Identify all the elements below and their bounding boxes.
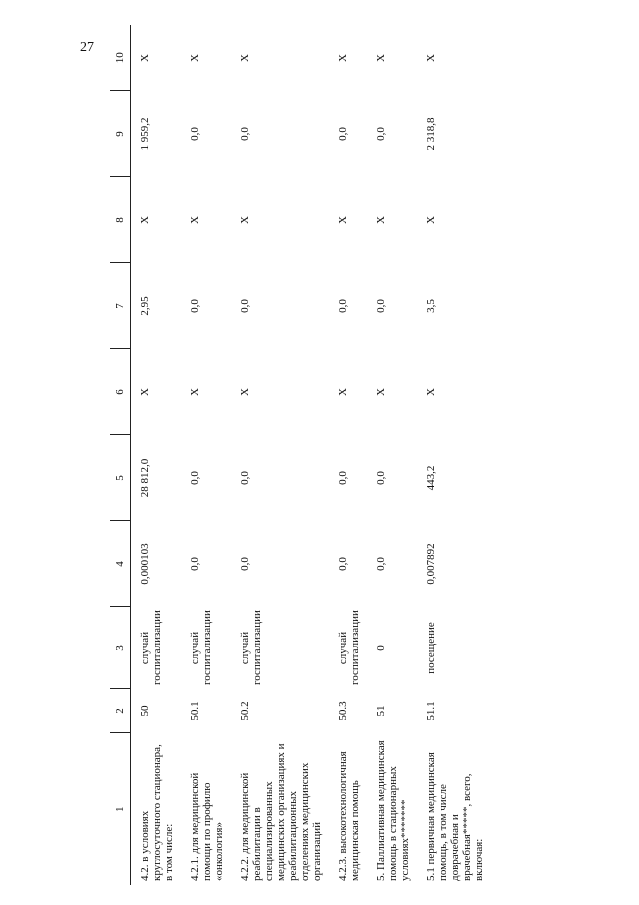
cell-value: 0,0 [189, 557, 201, 571]
page-number: 27 [80, 40, 94, 55]
table-row [181, 25, 231, 885]
col-header: 5 [110, 435, 131, 521]
row-label: 4.2.3. высокотехнологичная медицинская помощь [337, 751, 361, 881]
cell-value: Х [239, 54, 251, 62]
cell-value: 443,2 [425, 465, 437, 491]
cell-value: 3,5 [425, 299, 437, 313]
cell-value: Х [425, 216, 437, 224]
row-code: 50.2 [239, 701, 251, 721]
row-code: 51 [375, 705, 387, 717]
cell-value: Х [239, 388, 251, 396]
cell-value: Х [425, 54, 437, 62]
cell-value: 28 812,0 [139, 458, 151, 498]
table-row [417, 25, 491, 885]
data-table [110, 25, 491, 885]
cell-value: 1 959,2 [139, 117, 151, 151]
cell-value: 0,0 [189, 471, 201, 485]
cell-value: 0,0 [337, 471, 349, 485]
cell-value: Х [337, 388, 349, 396]
row-label: 4.2.1. для медицинской помощи по профилю «онкология» [189, 772, 225, 881]
header-row [110, 25, 131, 885]
cell-value: 0,007892 [425, 543, 437, 585]
row-code: 50.3 [337, 701, 349, 721]
cell-value: Х [189, 388, 201, 396]
row-label: 5. Паллиативная медицинская помощь в стационарных условиях******* [375, 740, 411, 881]
cell-value: Х [375, 216, 387, 224]
row-label: 4.2.2. для медицинской реабилитации в специализированных медицинских организациях и реабилитационных отделениях медицинских организаций [239, 743, 323, 881]
cell-value: Х [337, 216, 349, 224]
row-code: 50.1 [189, 701, 201, 721]
col-header: 2 [110, 689, 131, 733]
cell-value: Х [425, 388, 437, 396]
cell-value: 0,0 [337, 299, 349, 313]
cell-value: Х [189, 216, 201, 224]
cell-value: 0,000103 [139, 543, 151, 585]
table-row [367, 25, 417, 885]
cell-value: 0,0 [375, 557, 387, 571]
row-unit: случай госпитализации [189, 610, 213, 685]
cell-value: Х [337, 54, 349, 62]
row-code: 51.1 [425, 701, 437, 721]
col-header: 9 [110, 91, 131, 177]
cell-value: 0,0 [239, 127, 251, 141]
row-code: 50 [139, 705, 151, 717]
col-header: 4 [110, 521, 131, 607]
col-header: 1 [110, 733, 131, 885]
cell-value: Х [239, 216, 251, 224]
row-label: 4.2. в условиях круглосуточного стационара, в том числе: [139, 744, 175, 881]
row-unit: случай госпитализации [337, 610, 361, 685]
table-row [329, 25, 367, 885]
row-unit: случай госпитализации [239, 610, 263, 685]
table-row [131, 25, 182, 885]
col-header: 8 [110, 177, 131, 263]
col-header: 10 [110, 25, 131, 91]
col-header: 7 [110, 263, 131, 349]
table-row [231, 25, 329, 885]
col-header: 6 [110, 349, 131, 435]
cell-value: 0,0 [189, 127, 201, 141]
cell-value: 0,0 [375, 299, 387, 313]
cell-value: Х [375, 388, 387, 396]
cell-value: 0,0 [337, 127, 349, 141]
cell-value: 2,95 [139, 296, 151, 316]
cell-value: Х [189, 54, 201, 62]
row-unit: 0 [375, 645, 387, 651]
cell-value: 0,0 [375, 471, 387, 485]
col-header: 3 [110, 607, 131, 689]
cell-value: 0,0 [239, 299, 251, 313]
cell-value: Х [139, 54, 151, 62]
cell-value: 0,0 [239, 557, 251, 571]
rotated-table-sheet [110, 25, 528, 885]
cell-value: 0,0 [189, 299, 201, 313]
row-unit: случай госпитализации [139, 610, 163, 685]
cell-value: 2 318,8 [425, 117, 437, 151]
cell-value: 0,0 [337, 557, 349, 571]
cell-value: 0,0 [375, 127, 387, 141]
row-unit: посещение [425, 622, 437, 674]
cell-value: Х [139, 388, 151, 396]
cell-value: 0,0 [239, 471, 251, 485]
cell-value: Х [139, 216, 151, 224]
row-label: 5.1 первичная медицинская помощь, в том числе доврачебная и врачебная*****, всего, включая: [425, 752, 485, 881]
cell-value: Х [375, 54, 387, 62]
